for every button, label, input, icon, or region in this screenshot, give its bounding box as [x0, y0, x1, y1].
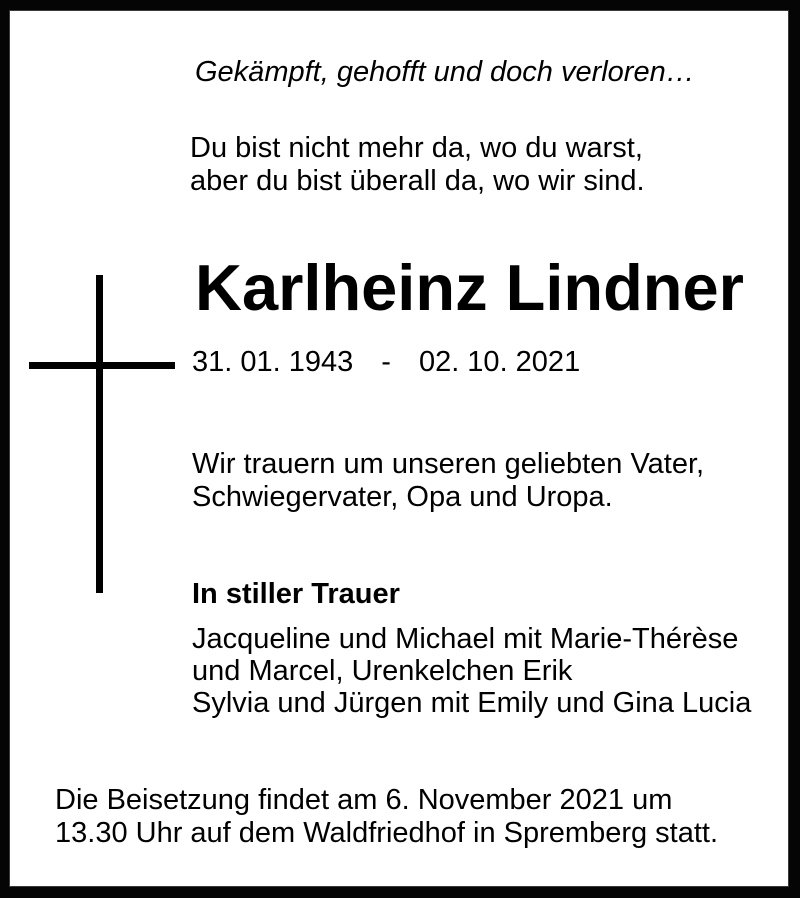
funeral-announcement — [55, 784, 718, 850]
mourners-list — [192, 623, 751, 719]
mourning-line-2: Schwiegervater, Opa und Uropa. — [192, 481, 613, 513]
mourning-statement — [192, 448, 704, 514]
mourners-line-1: Jacqueline und Michael mit Marie-Thérèse — [192, 623, 739, 655]
birth-date: 31. 01. 1943 — [192, 346, 354, 378]
cross-horizontal-bar — [29, 362, 175, 369]
memorial-verse — [190, 132, 645, 198]
verse-line-1: Du bist nicht mehr da, wo du warst, — [190, 132, 643, 164]
mourners-line-3: Sylvia und Jürgen mit Emily und Gina Lucia — [192, 687, 752, 719]
mourners-heading: In stiller Trauer — [192, 578, 400, 610]
death-date: 02. 10. 2021 — [418, 346, 581, 378]
funeral-line-2: 13.30 Uhr auf dem Waldfriedhof in Spremberg statt. — [55, 817, 719, 849]
verse-line-2: aber du bist überall da, wo wir sind. — [190, 165, 645, 197]
deceased-name: Karlheinz Lindner — [195, 251, 744, 324]
life-dates — [192, 346, 580, 379]
funeral-line-1: Die Beisetzung findet am 6. November 2021 um — [55, 784, 673, 816]
cross-vertical-bar — [96, 275, 103, 593]
epigraph-quote: Gekämpft, gehofft und doch verloren… — [195, 56, 695, 88]
mourners-line-2: und Marcel, Urenkelchen Erik — [192, 655, 573, 687]
mourning-line-1: Wir trauern um unseren geliebten Vater, — [192, 448, 705, 480]
dates-separator: - — [381, 346, 391, 378]
